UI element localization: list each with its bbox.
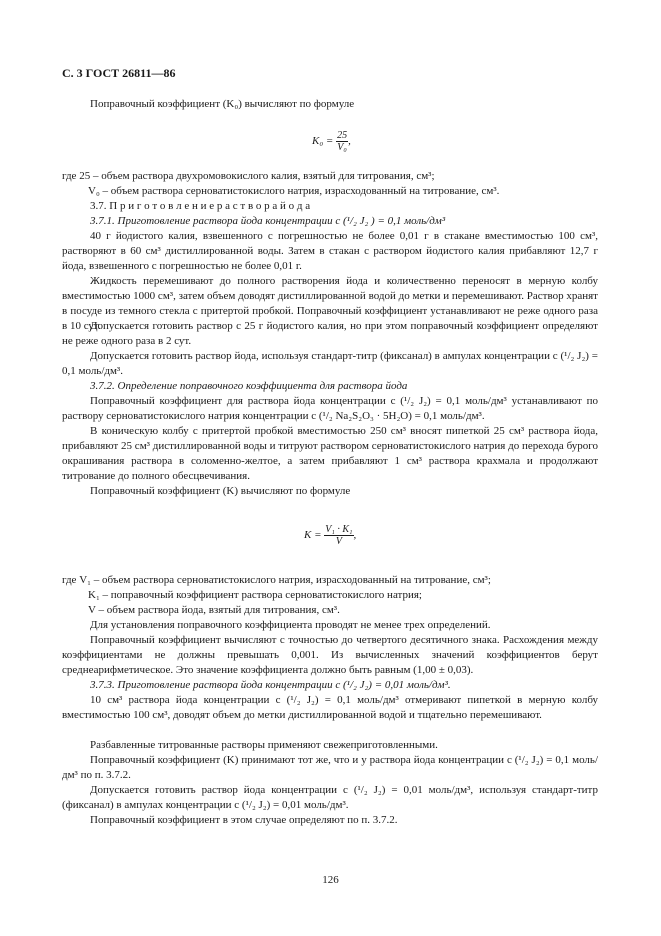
formula-k0-tail: , — [348, 135, 351, 148]
paragraph-373-a: 10 см³ раствора йода концентрации c (¹/₂ J₂) = 0,1 моль/дм³ отмеривают пипеткой в мерную колбу вместимостью 100 см³, доводят объем до метки дистиллированной водой и тщательно перемешивают. — [62, 694, 598, 721]
paragraph-k0-intro: Поправочный коэффициент (K₀) вычисляют по формуле — [90, 98, 355, 110]
paragraph-372-d: Поправочный коэффициент вычисляют с точностью до четвертого десятичного знака. Расхождения между коэффициентами не должны превышать 0,001. Из вычисленных значений коэффициентов берут среднеарифметическое. Это значение коэффициента должно быть равным (1,00 ± 0,03). — [62, 634, 598, 676]
formula-k0-numerator: 25 — [337, 130, 348, 141]
paragraph-373-d: Допускается готовить раствор йода концентрации c (¹/₂ J₂) = 0,01 моль/дм³, используя стандарт-титр (фиксанал) в ампулах концентрации c (¹/₂ J₂) = 0,01 моль/дм³. — [62, 784, 598, 811]
formula-k0-fraction — [336, 130, 348, 153]
section-3-7-heading: 3.7. П р и г о т о в л е н и е р а с т в о р а й о д а — [90, 200, 311, 212]
where-line-3: где V₁ – объем раствора серноватистокислого натрия, израсходованный на титрование, см³; — [62, 574, 491, 586]
paragraph-372-a: Поправочный коэффициент для раствора йода концентрации c (¹/₂ J₂) = 0,1 моль/дм³ устанавливают по раствору серноватистокислого натрия концентрации c (¹/₂ Na₂S₂O₃ · 5H₂O) = 0,1 моль/дм³. — [62, 395, 598, 422]
paragraph-k-intro: Поправочный коэффициент (K) вычисляют по формуле — [90, 485, 351, 497]
formula-k-fraction — [324, 524, 353, 547]
section-3-7-1-heading: 3.7.1. Приготовление раствора йода концентрации c (¹/₂ J₂ ) = 0,1 моль/дм³ — [90, 215, 446, 227]
where-line-1: где 25 – объем раствора двухромовокислого калия, взятый для титрования, см³; — [62, 170, 435, 182]
formula-k-lhs: K = — [304, 529, 322, 542]
where-line-5: V – объем раствора йода, взятый для титрования, см³. — [88, 604, 340, 616]
paragraph-371-d: Допускается готовить раствор йода, используя стандарт-титр (фиксанал) в ампулах концентрации c (¹/₂ J₂) = 0,1 моль/дм³. — [62, 350, 598, 377]
formula-k0-lhs: K₀ = — [312, 135, 334, 148]
page-header: С. 3 ГОСТ 26811—86 — [62, 66, 176, 80]
section-3-7-2-heading: 3.7.2. Определение поправочного коэффициента для раствора йода — [90, 380, 408, 392]
formula-k-denominator: V — [335, 536, 342, 547]
paragraph-373-b: Разбавленные титрованные растворы применяют свежеприготовленными. — [90, 739, 438, 751]
paragraph-372-b: В коническую колбу с притертой пробкой вместимостью 250 см³ вносят пипеткой 25 см³ раствора йода, прибавляют 25 см³ дистиллированной воды и титруют раствором серноватистокислого натрия до перехода бурого окрашивания раствора в соломенно-желтое, а затем прибавляют 1 см³ раствора крахмала и продолжают титрование до полного обесцвечивания. — [62, 425, 598, 482]
where-line-2: V₀ – объем раствора серноватистокислого натрия, израсходованный на титрование, см³. — [88, 185, 500, 197]
page-number: 126 — [322, 874, 339, 886]
formula-k-tail: , — [353, 529, 357, 542]
formula-k0 — [312, 130, 351, 153]
formula-k — [304, 524, 356, 547]
paragraph-371-a: 40 г йодистого калия, взвешенного с погрешностью не более 0,01 г в стакане вместимостью 100 см³, растворяют в 60 см³ дистиллированной воды. Затем в стакан с раствором йодистого калия прибавляют 12,7 г йода, взвешенного с погрешностью не более 0,01 г. — [62, 230, 598, 272]
section-3-7-3-heading: 3.7.3. Приготовление раствора йода концентрации c (¹/₂ J₂) = 0,01 моль/дм³. — [90, 679, 451, 691]
formula-k-numerator: V₁ · K₁ — [325, 524, 353, 535]
where-line-4: K₁ – поправочный коэффициент раствора серноватистокислого натрия; — [88, 589, 422, 601]
paragraph-372-c: Для установления поправочного коэффициента проводят не менее трех определений. — [90, 619, 491, 631]
formula-k0-denominator: V₀ — [337, 142, 347, 153]
paragraph-373-c: Поправочный коэффициент (K) принимают тот же, что и у раствора йода концентрации c (¹/₂ J₂) = 0,1 моль/дм³ по п. 3.7.2. — [62, 754, 598, 781]
paragraph-371-c: Допускается готовить раствор с 25 г йодистого калия, но при этом поправочный коэффициент определяют не реже одного раза в 2 сут. — [62, 320, 598, 347]
paragraph-371-b: Жидкость перемешивают до полного растворения йода и количественно переносят в мерную колбу вместимостью 1000 см³, затем объем доводят дистиллированной водой до метки и перемешивают. Раствор хранят в посуде из темного стекла с притертой пробкой. Поправочный коэффициент устанавливают не реже одного раза в 10 сут. — [62, 275, 598, 332]
paragraph-373-e: Поправочный коэффициент в этом случае определяют по п. 3.7.2. — [90, 814, 398, 826]
